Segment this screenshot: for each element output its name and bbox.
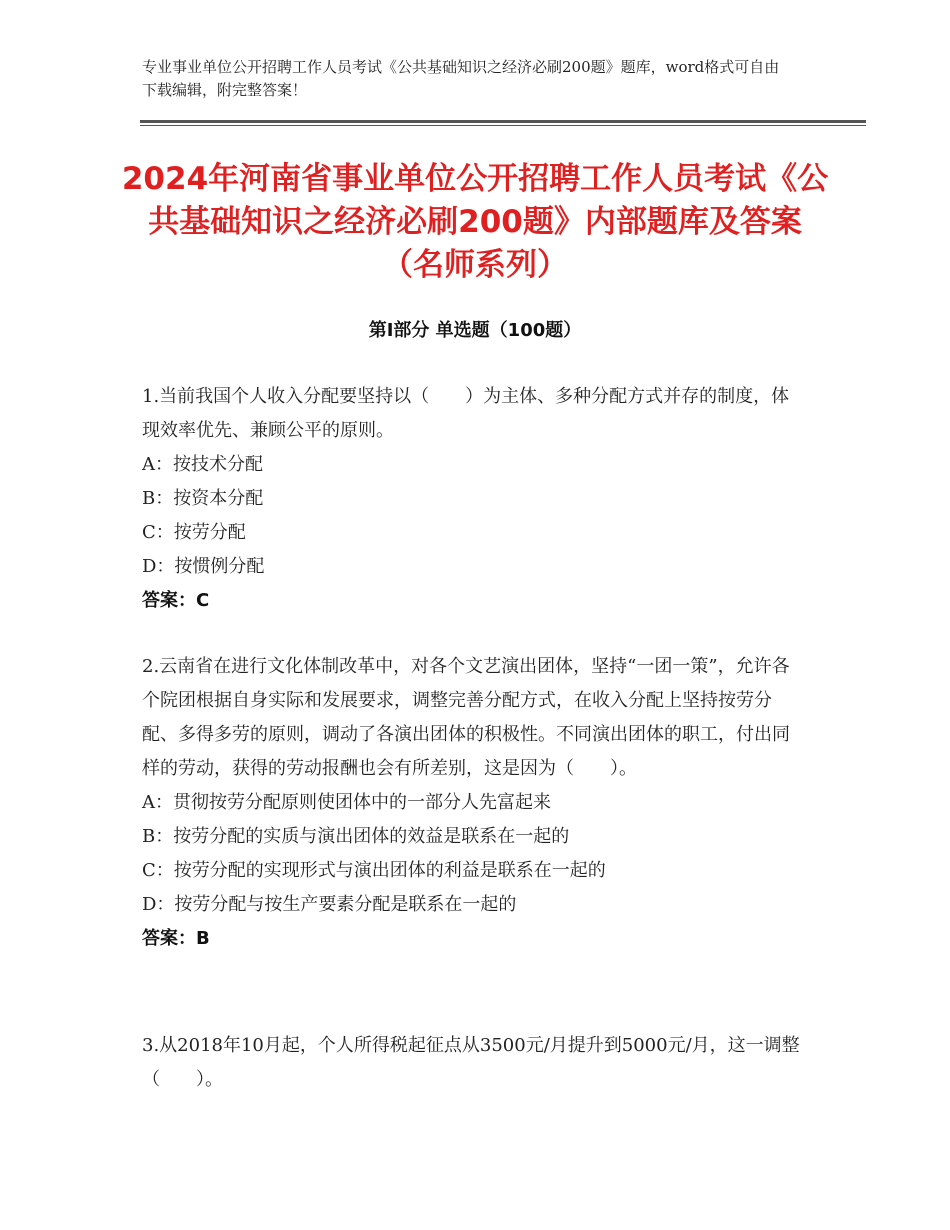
question-1	[142, 380, 802, 618]
question-stem: 1.当前我国个人收入分配要坚持以（ ）为主体、多种分配方式并存的制度，体现效率优先、兼顾公平的原则。	[142, 386, 790, 441]
section-heading: 第Ⅰ部分 单选题（100题）	[368, 320, 582, 341]
document-title: 2024年河南省事业单位公开招聘工作人员考试《公共基础知识之经济必刷200题》内部题库及答案（名师系列）	[121, 161, 829, 283]
option-a: A：按技术分配	[142, 454, 263, 475]
option-d: D：按惯例分配	[142, 556, 265, 577]
header-note: 专业事业单位公开招聘工作人员考试《公共基础知识之经济必刷200题》题库，word格式可自由下载编辑，附完整答案！	[142, 58, 780, 99]
answer: 答案：B	[142, 928, 210, 949]
question-2	[142, 650, 802, 956]
header-rule-thick	[140, 120, 866, 123]
header-rule-thin	[140, 125, 866, 126]
option-b: B：按劳分配的实质与演出团体的效益是联系在一起的	[142, 826, 570, 847]
option-d: D：按劳分配与按生产要素分配是联系在一起的	[142, 894, 517, 915]
question-stem: 3.从2018年10月起，个人所得税起征点从3500元/月提升到5000元/月，这一调整（ ）。	[142, 1035, 800, 1090]
question-stem: 2.云南省在进行文化体制改革中，对各个文艺演出团体，坚持“一团一策”，允许各个院团根据自身实际和发展要求，调整完善分配方式，在收入分配上坚持按劳分配、多得多劳的原则，调动了各演出团体的积极性。不同演出团体的职工，付出同样的劳动，获得的劳动报酬也会有所差别，这是因为（ ）。	[142, 656, 790, 779]
option-a: A：贯彻按劳分配原则使团体中的一部分人先富起来	[142, 792, 551, 813]
question-3	[142, 1029, 802, 1097]
option-c: C：按劳分配的实现形式与演出团体的利益是联系在一起的	[142, 860, 606, 881]
option-c: C：按劳分配	[142, 522, 246, 543]
option-b: B：按资本分配	[142, 488, 264, 509]
answer: 答案：C	[142, 590, 210, 611]
